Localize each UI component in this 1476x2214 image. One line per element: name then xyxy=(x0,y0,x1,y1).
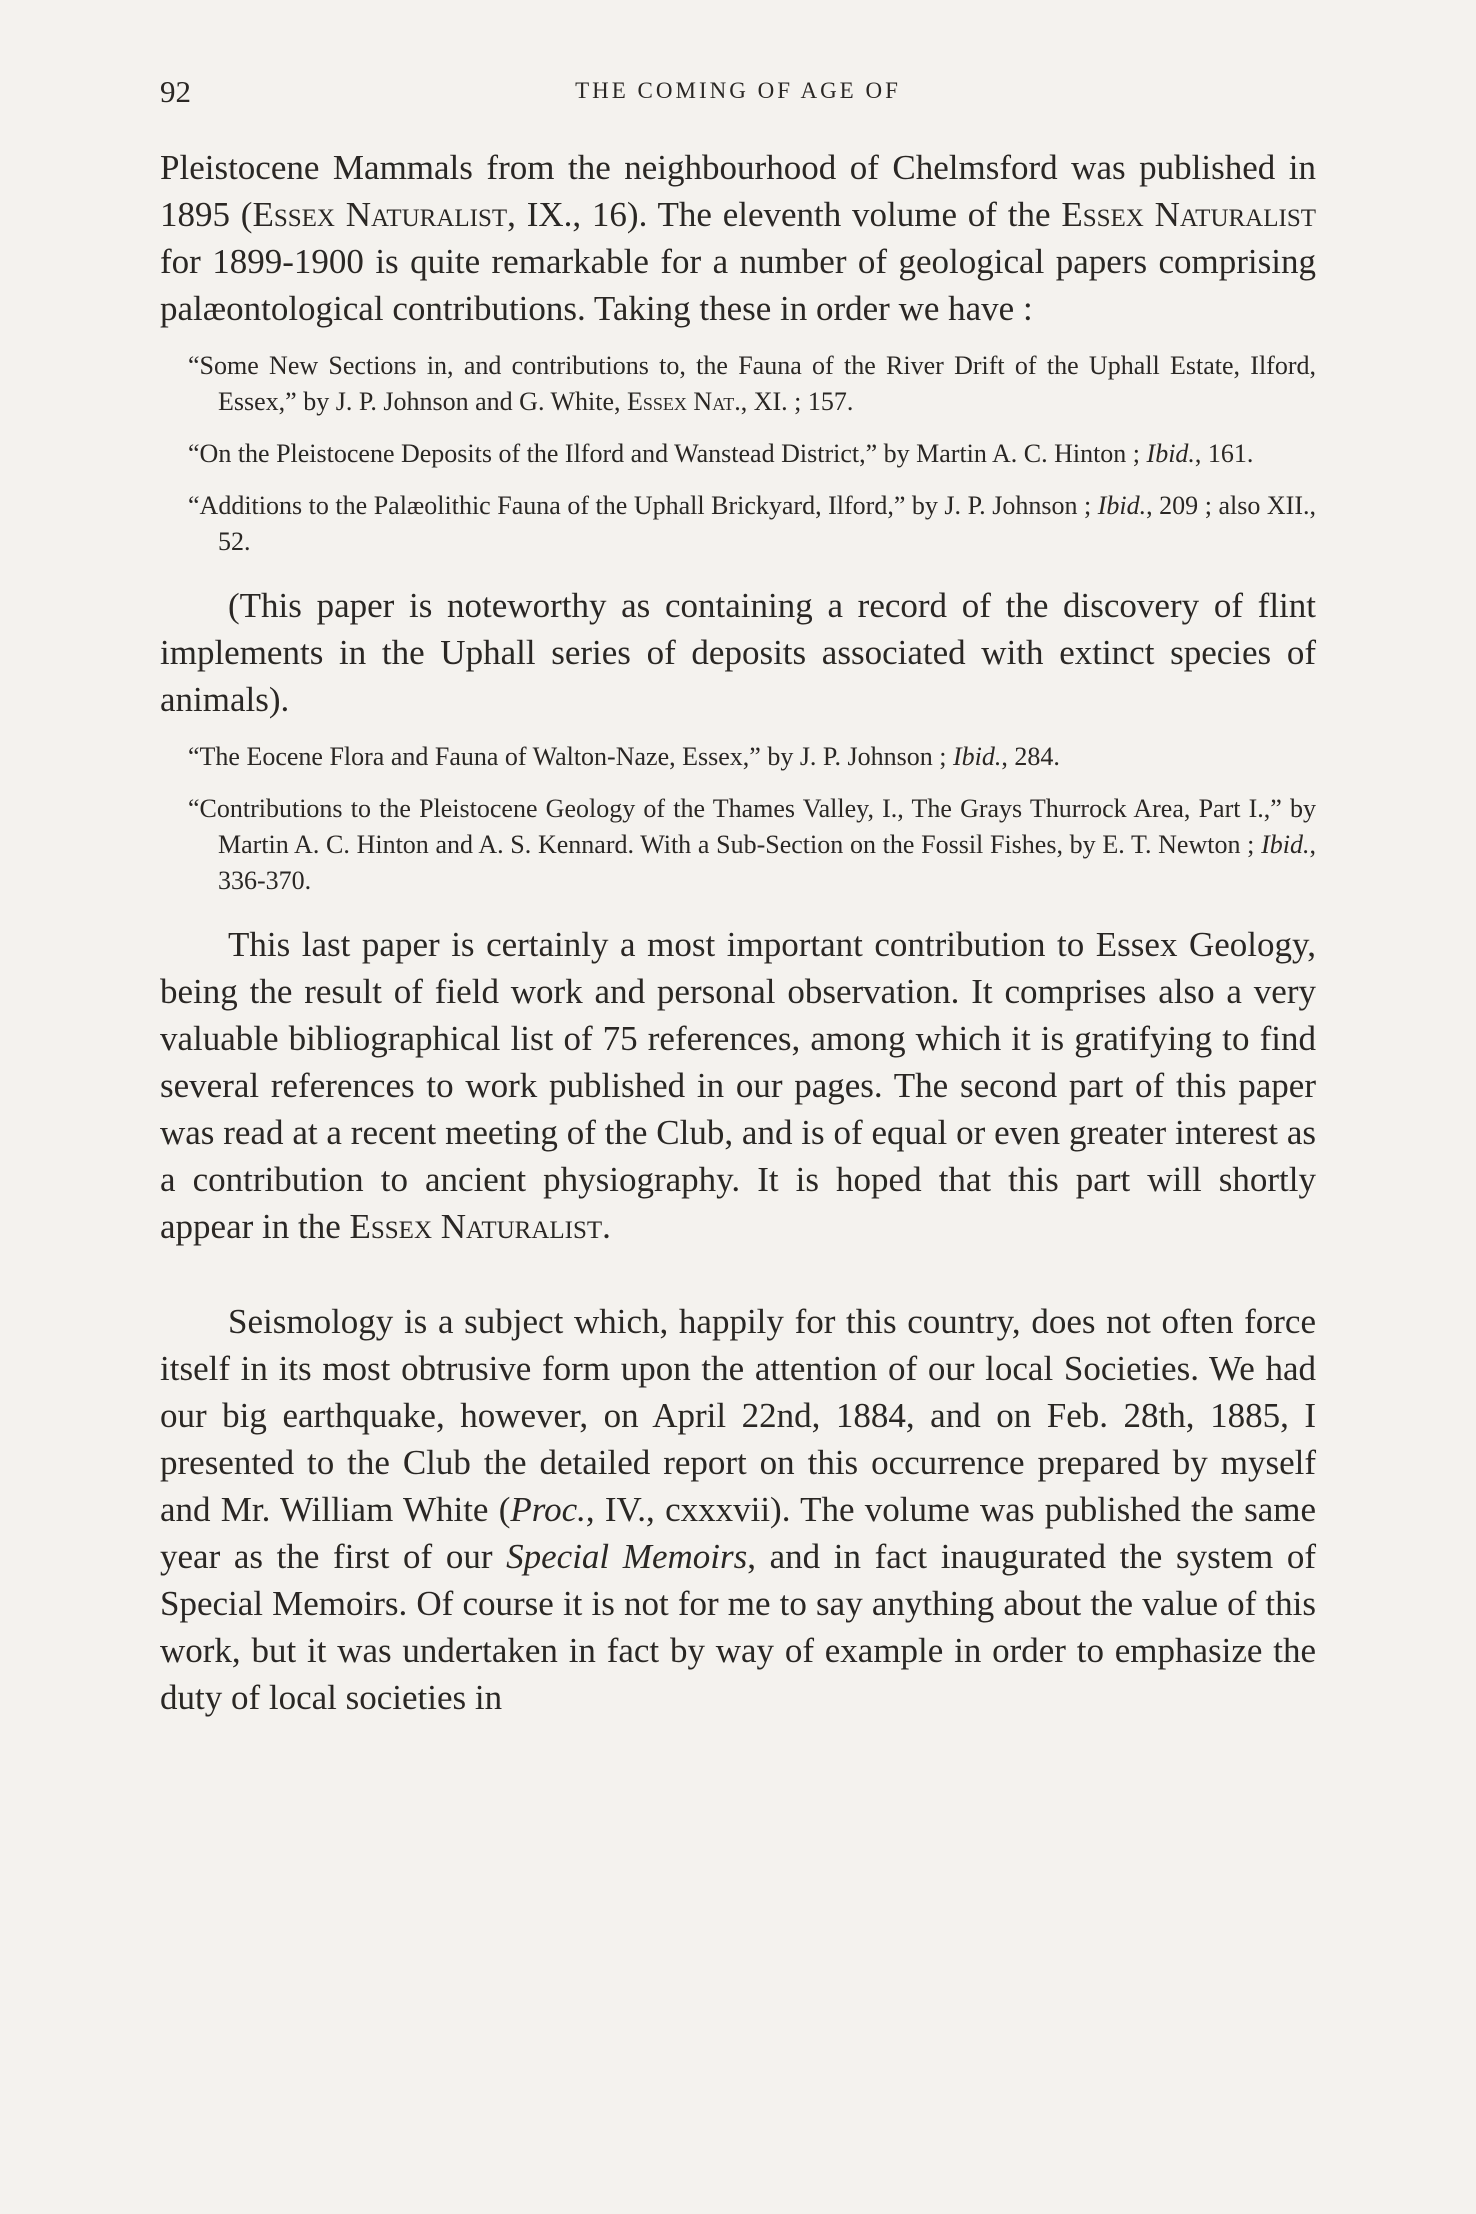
journal-title: Essex Naturalist xyxy=(252,195,508,234)
page-header xyxy=(160,74,1316,114)
page-number: 92 xyxy=(160,74,191,109)
citation-uphall-brickyard: “Additions to the Palæolithic Fauna of the Uphall Brickyard, Ilford,” by J. P. Johnson ; Ibid., 209 ; also XII., 52. xyxy=(188,491,1316,556)
page-body xyxy=(160,144,1316,1721)
citation-uphall-estate: “Some New Sections in, and contributions to, the Fauna of the River Drift of the Uphall Estate, Ilford, Essex,” by J. P. Johnson and G. White, Essex Nat., XI. ; 157. xyxy=(188,351,1316,416)
special-memoirs-title: Special Memoirs xyxy=(506,1537,748,1576)
citation-walton-naze: “The Eocene Flora and Fauna of Walton-Naze, Essex,” by J. P. Johnson ; Ibid., 284. xyxy=(188,742,1060,771)
running-head: THE COMING OF AGE OF xyxy=(575,78,901,103)
journal-title: Essex Naturalist xyxy=(349,1207,603,1246)
paragraph-seismology: Seismology is a subject which, happily for this country, does not often force itself in its most obtrusive form upon the attention of our local Societies. We had our big earthquake, however, on April 22nd, 1884, and on Feb. 28th, 1885, I presented to the Club the detailed report on this occurrence prepared by myself and Mr. William White (Proc., IV., cxxxvii). The volume was published the same year as the first of our Special Memoirs, and in fact inaugurated the system of Special Memoirs. Of course it is not for me to say anything about the value of this work, but it was undertaken in fact by way of example in order to emphasize the duty of local societies in xyxy=(160,1302,1316,1717)
journal-title: Essex Naturalist xyxy=(1061,195,1317,234)
paragraph-noteworthy: (This paper is noteworthy as containing a record of the discovery of flint implements in the Uphall series of deposits associated with extinct species of animals). xyxy=(160,586,1316,719)
citation-thames-valley: “Contributions to the Pleistocene Geology of the Thames Valley, I., The Grays Thurrock Area, Part I.,” by Martin A. C. Hinton and A. S. Kennard. With a Sub-Section on the Fossil Fishes, by E. T. Newton ; Ibid., 336-370. xyxy=(188,794,1316,895)
paragraph-pleistocene-mammals: Pleistocene Mammals from the neighbourhood of Chelmsford was published in 1895 (Essex Naturalist, IX., 16). The eleventh volume of the Essex Naturalist for 1899-1900 is quite remarkable for a number of geological papers comprising palæontological contributions. Taking these in order we have : xyxy=(160,148,1317,328)
citation-ilford-wanstead: “On the Pleistocene Deposits of the Ilford and Wanstead District,” by Martin A. C. Hinton ; Ibid., 161. xyxy=(188,439,1254,468)
paragraph-last-paper: This last paper is certainly a most important contribution to Essex Geology, being the result of field work and personal observation. It comprises also a very valuable bibliographical list of 75 references, among which it is gratifying to find several references to work published in our pages. The second part of this paper was read at a recent meeting of the Club, and is of equal or even greater interest as a contribution to ancient physiography. It is hoped that this part will shortly appear in the Essex Naturalist. xyxy=(160,925,1316,1246)
